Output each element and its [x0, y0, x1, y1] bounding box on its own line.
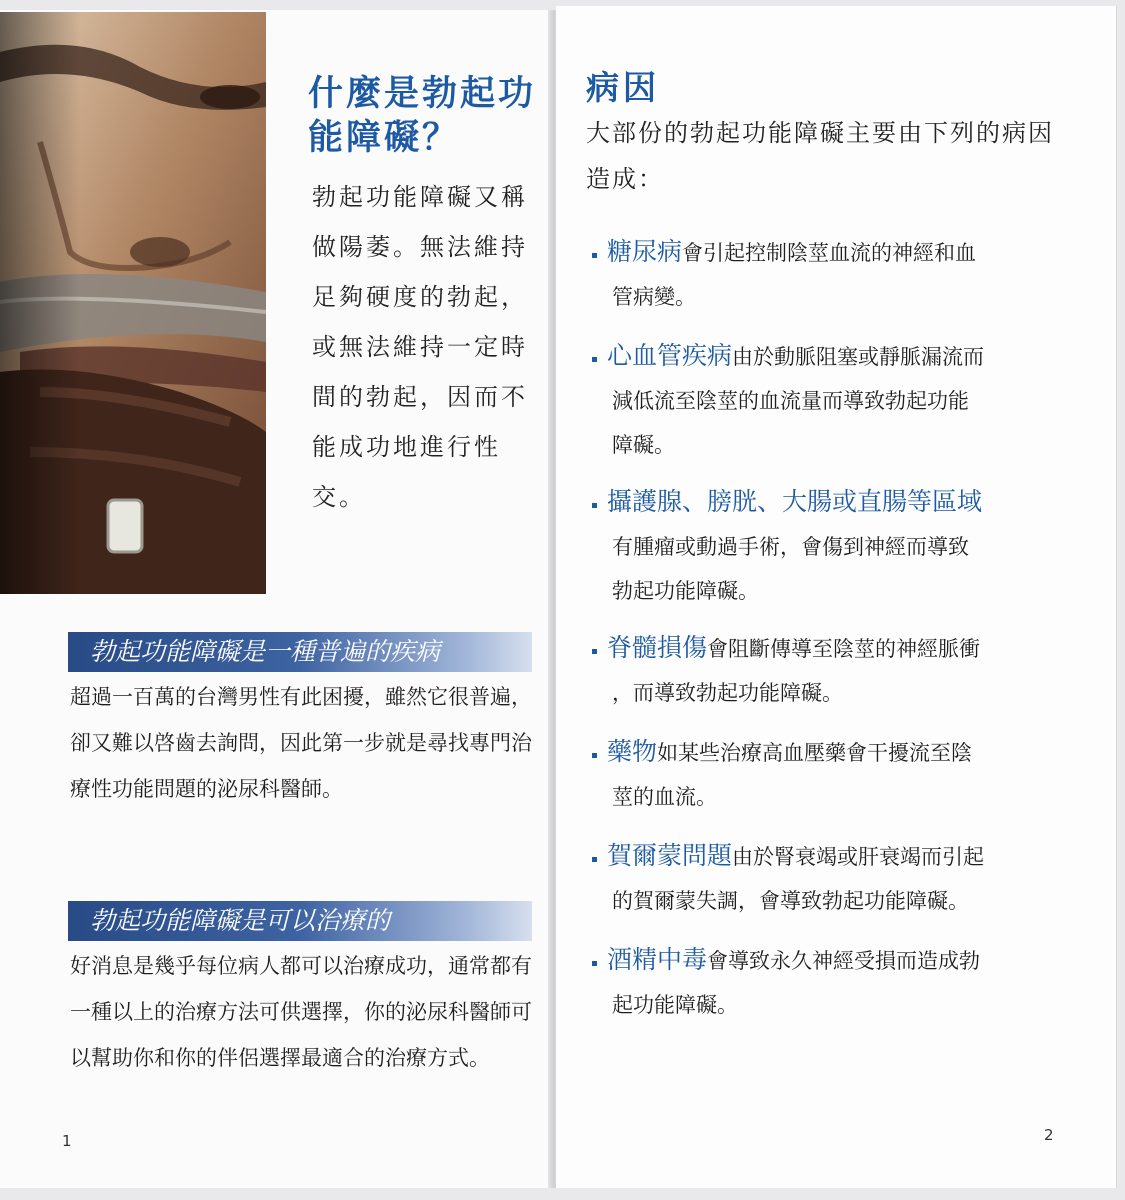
- cause-item: [592, 938, 1062, 1027]
- cause-text-line: 勃起功能障礙。: [612, 579, 759, 603]
- cause-item: [592, 334, 1062, 467]
- cause-text-line: 有腫瘤或動過手術，會傷到神經而導致: [612, 535, 969, 559]
- cause-item: [592, 730, 1062, 819]
- bullet-icon: [592, 503, 597, 508]
- bullet-icon: [592, 753, 597, 758]
- cause-item: [592, 626, 1062, 715]
- cause-item: [592, 834, 1062, 923]
- cause-text-line: 莖的血流。: [612, 785, 717, 809]
- cause-item: [592, 480, 1062, 613]
- cause-text: 由於腎衰竭或肝衰竭而引起: [732, 845, 985, 869]
- page-heading: 什麼是勃起功能障礙？: [308, 74, 537, 158]
- cause-text: 會阻斷傳導至陰莖的神經脈衝: [707, 637, 981, 661]
- section-banner-treatable: 勃起功能障礙是可以治療的: [68, 901, 532, 941]
- cause-term: 糖尿病: [607, 237, 683, 266]
- intro-paragraph: 勃起功能障礙又稱做陽萎。無法維持足夠硬度的勃起，或無法維持一定時間的勃起，因而不能成功地進行性交。: [312, 183, 528, 511]
- section-banner-common-disease: 勃起功能障礙是一種普遍的疾病: [68, 632, 532, 672]
- bullet-icon: [592, 857, 597, 862]
- cause-text: 會引起控制陰莖血流的神經和血: [682, 241, 977, 265]
- causes-intro: 大部份的勃起功能障礙主要由下列的病因造成：: [586, 119, 1054, 193]
- cause-term: 藥物: [607, 737, 658, 766]
- bullet-icon: [592, 961, 597, 966]
- cause-text-line: 減低流至陰莖的血流量而導致勃起功能: [612, 389, 969, 413]
- cause-term: 脊髓損傷: [607, 633, 708, 662]
- section-text-common-disease: 超過一百萬的台灣男性有此困擾，雖然它很普遍，卻又難以啓齒去詢問，因此第一步就是尋找專門治療性功能問題的泌尿科醫師。: [70, 685, 532, 801]
- cause-text: 會導致永久神經受損而造成勃: [707, 949, 981, 973]
- cause-term: 賀爾蒙問題: [607, 841, 733, 870]
- cause-item: [592, 230, 1062, 319]
- cause-term: 攝護腺、膀胱、大腸或直腸等區域: [607, 487, 983, 516]
- bullet-icon: [592, 253, 597, 258]
- causes-title: 病因: [586, 68, 660, 107]
- cause-term: 酒精中毒: [607, 945, 708, 974]
- page-number-right: 2: [1044, 1126, 1054, 1144]
- cause-text-line: 障礙。: [612, 433, 675, 457]
- cause-text: 由於動脈阻塞或靜脈漏流而: [732, 345, 985, 369]
- cause-text-line: 起功能障礙。: [612, 993, 738, 1017]
- cause-text-line: 的賀爾蒙失調，會導致勃起功能障礙。: [612, 889, 969, 913]
- page-number-left: 1: [62, 1132, 72, 1150]
- cause-text: 如某些治療高血壓藥會干擾流至陰: [657, 741, 973, 765]
- bullet-icon: [592, 649, 597, 654]
- man-portrait-photo: [0, 12, 266, 594]
- cause-text-line: 管病變。: [612, 285, 696, 309]
- section-text-treatable: 好消息是幾乎每位病人都可以治療成功，通常都有一種以上的治療方法可供選擇，你的泌尿科醫師可以幫助你和你的伴侶選擇最適合的治療方式。: [70, 954, 532, 1070]
- cause-term: 心血管疾病: [607, 341, 733, 370]
- cause-text-line: ，而導致勃起功能障礙。: [612, 681, 843, 705]
- bullet-icon: [592, 357, 597, 362]
